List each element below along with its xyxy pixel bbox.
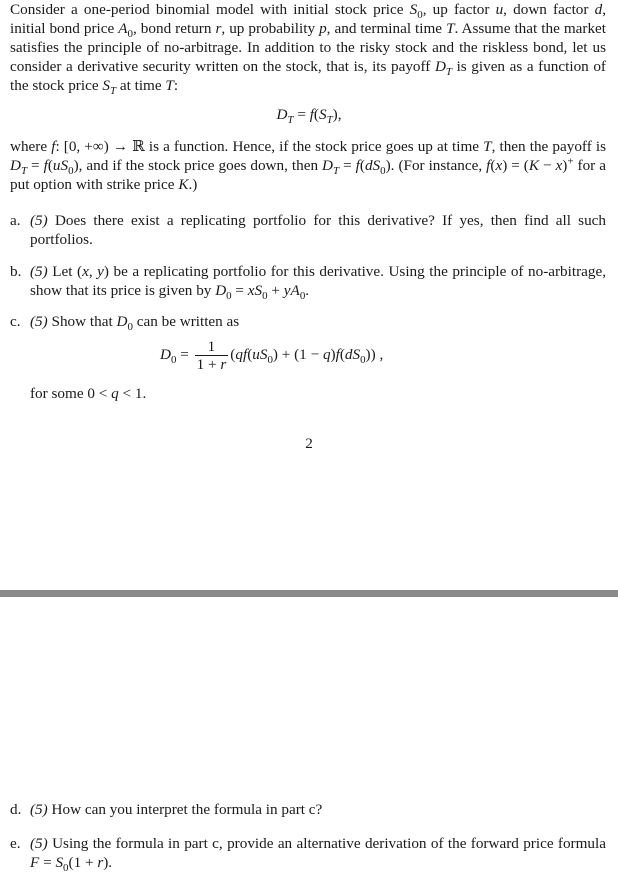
for-some-clause: for some 0 < q < 1. — [30, 385, 147, 402]
question-e: e. (5) Using the formula in part c, provide an alternative derivation of the forward price formula $F = S_0(1 + r)$. — [10, 835, 606, 874]
intro-paragraph: Consider a one-period binomial model with initial stock price $S_0$, up factor u, down factor d, initial bond price $A_0$, bond return r, up probability p, and terminal time T. Assume that the market satisfies the principle of no-arbitrage. In addition to the risky stock and the riskless bond, let us consider a derivative security written on the stock, that is, its payoff $D_T$ is given as a function of the stock price $S_T$ at time T: — [10, 1, 607, 97]
page-divider — [0, 590, 618, 597]
question-c-label: c. — [10, 313, 21, 330]
discount-fraction: $\frac{1}{1 + r}$ — [196, 338, 227, 373]
where-paragraph: where f: [0, +∞) → ℝ is a function. Hence, if the stock price goes up at time T, then the payoff is $D_T = f(uS_0)$, and if the stock price goes down, then $D_T = f(dS_0)$. (For instance, f(x) = (K − x)+ for a put option with strike price K.) — [10, 138, 606, 193]
question-d-label: d. — [10, 801, 22, 818]
question-b: b. (5) Let (x, y) be a replicating portfolio for this derivative. Using the principle of no-arbitrage, show that its price is given by $D_0 = xS_0 + yA_0$. — [10, 263, 607, 302]
page-number: 2 — [305, 435, 313, 452]
question-b-label: b. — [10, 263, 22, 280]
payoff-equation: $D_T = f(S_T)$, — [276, 106, 342, 126]
question-e-label: e. — [10, 835, 21, 852]
question-a-label: a. — [10, 212, 21, 229]
price-formula: $D_0$ = $\frac{1}{1 + r}$ $(qf(uS_0) + (1 - q)f(dS_0))$ , — [160, 338, 384, 373]
question-a: a. (5) Does there exist a replicating portfolio for this derivative? If yes, then find all such portfolios. — [10, 212, 606, 248]
question-d: d. (5) How can you interpret the formula in part c? — [10, 801, 323, 818]
question-c: c. (5) Show that $D_0$ can be written as — [10, 313, 240, 333]
